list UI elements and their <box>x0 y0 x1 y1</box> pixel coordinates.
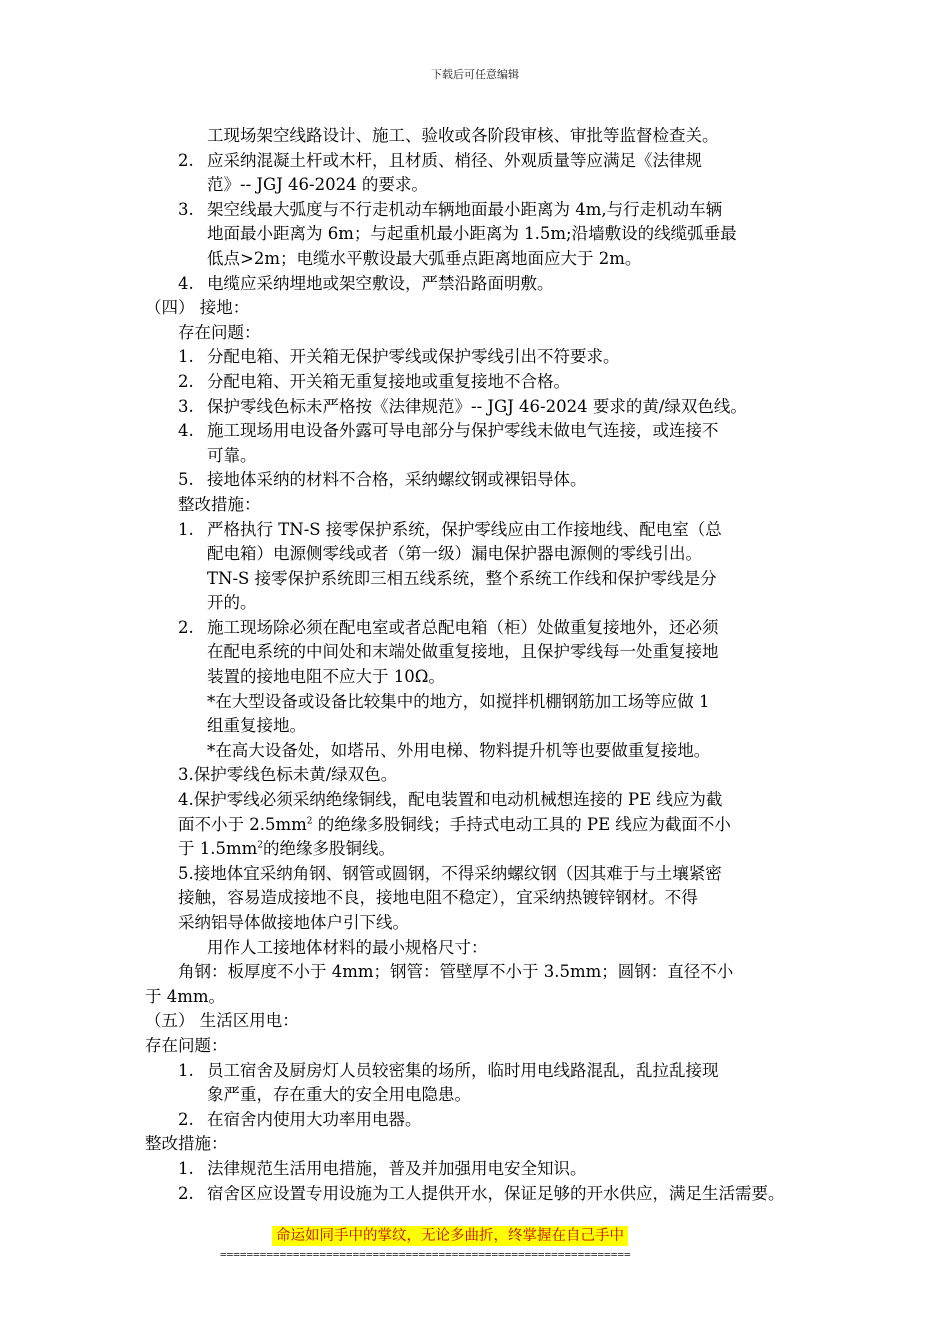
list-number: 1. <box>178 519 194 539</box>
paragraph-line: 3.保护零线色标未黄/绿双色。 <box>178 765 398 785</box>
list-continuation: 象严重，存在重大的安全用电隐患。 <box>207 1085 471 1105</box>
list-text: 电缆应采纳埋地或架空敷设，严禁沿路面明敷。 <box>207 273 554 293</box>
list-continuation: 装置的接地电阻不应大于 10Ω。 <box>207 667 445 687</box>
list-item <box>145 1108 825 1133</box>
list-item <box>145 1157 825 1182</box>
list-text: 施工现场除必须在配电室或者总配电箱（柜）处做重复接地外，还必须 <box>207 617 719 637</box>
list-text: 分配电箱、开关箱无保护零线或保护零线引出不符要求。 <box>207 347 620 367</box>
paragraph-line: 角钢：板厚度不小于 4mm；钢管：管壁厚不小于 3.5mm；圆钢：直径不小 <box>178 962 734 982</box>
paragraph-line: 5.接地体宜采纳角钢、钢管或圆钢，不得采纳螺纹钢（因其难于与土壤紧密 <box>178 863 722 883</box>
superscript: 2 <box>257 840 264 851</box>
list-continuation: 低点>2m；电缆水平敷设最大弧垂点距离地面应大于 2m。 <box>207 248 642 268</box>
superscript: 2 <box>306 816 313 827</box>
list-text: 在宿舍内使用大功率用电器。 <box>207 1109 422 1129</box>
paragraph-line: 接触，容易造成接地不良，接地电阻不稳定），宜采纳热镀锌钢材。不得 <box>178 888 698 908</box>
list-text: 架空线最大弧度与不行走机动车辆地面最小距离为 4m,与行走机动车辆 <box>207 199 723 219</box>
list-number: 3. <box>178 396 194 416</box>
document-body <box>145 124 825 1206</box>
list-number: 1. <box>178 347 194 367</box>
list-number: 2. <box>178 371 194 391</box>
list-continuation: 可靠。 <box>207 445 257 465</box>
list-number: 1. <box>178 1060 194 1080</box>
list-continuation: 配电箱）电源侧零线或者（第一级）漏电保护器电源侧的零线引出。 <box>207 544 702 564</box>
list-continuation: *在高大设备处，如塔吊、外用电梯、物料提升机等也要做重复接地。 <box>207 740 711 760</box>
list-item <box>145 616 825 641</box>
list-continuation: 组重复接地。 <box>207 716 306 736</box>
text-run: 的绝缘多股铜线；手持式电动工具的 PE 线应为截面不小 <box>312 814 731 834</box>
paragraph-line: 工现场架空线路设计、施工、验收或各阶段审核、审批等监督检查关。 <box>207 126 719 145</box>
footer-divider: ============================================================== <box>220 1248 631 1261</box>
list-text: 接地体采纳的材料不合格，采纳螺纹钢或裸铝导体。 <box>207 470 587 490</box>
list-text: 保护零线色标未严格按《法律规范》-- JGJ 46-2024 要求的黄/绿双色线。 <box>207 396 747 416</box>
list-number: 3. <box>178 199 194 219</box>
list-number: 2. <box>178 1183 194 1203</box>
section-heading: （四） 接地： <box>145 298 250 318</box>
list-item <box>145 468 825 493</box>
list-text: 应采纳混凝土杆或木杆，且材质、梢径、外观质量等应满足《法律规 <box>207 150 702 170</box>
paragraph-line <box>145 837 825 862</box>
list-text: 施工现场用电设备外露可导电部分与保护零线未做电气连接，或连接不 <box>207 421 719 441</box>
list-item <box>145 272 825 297</box>
list-item <box>145 518 825 543</box>
list-text: 员工宿舍及厨房灯人员较密集的场所，临时用电线路混乱，乱拉乱接现 <box>207 1060 719 1080</box>
text-run: 的绝缘多股铜线。 <box>263 839 396 859</box>
list-item <box>145 1182 825 1207</box>
list-continuation: 开的。 <box>207 593 257 613</box>
page-header: 下载后可任意编辑 <box>431 68 519 81</box>
list-item <box>145 149 825 174</box>
section-heading: （五） 生活区用电： <box>145 1011 299 1031</box>
list-item <box>145 395 825 420</box>
list-continuation: 范》-- JGJ 46-2024 的要求。 <box>207 175 428 195</box>
footer-highlight-note: 命运如同手中的掌纹，无论多曲折，终掌握在自己手中 <box>272 1226 628 1246</box>
list-number: 2. <box>178 617 194 637</box>
paragraph-line: 4.保护零线必须采纳绝缘铜线，配电装置和电动机械想连接的 PE 线应为截 <box>178 790 723 810</box>
subheading: 存在问题： <box>178 322 261 342</box>
list-number: 2. <box>178 150 194 170</box>
list-number: 5. <box>178 470 194 490</box>
list-continuation: TN-S 接零保护系统即三相五线系统，整个系统工作线和保护零线是分 <box>207 568 717 588</box>
list-continuation: 地面最小距离为 6m；与起重机最小距离为 1.5m;沿墙敷设的线缆弧垂最 <box>207 224 737 244</box>
list-text: 法律规范生活用电措施，普及并加强用电安全知识。 <box>207 1158 587 1178</box>
list-text: 严格执行 TN-S 接零保护系统，保护零线应由工作接地线、配电室（总 <box>207 519 722 539</box>
list-item <box>145 345 825 370</box>
list-item <box>145 198 825 223</box>
list-number: 4. <box>178 421 194 441</box>
list-text: 宿舍区应设置专用设施为工人提供开水，保证足够的开水供应，满足生活需要。 <box>207 1183 785 1203</box>
list-item <box>145 1059 825 1084</box>
list-text: 分配电箱、开关箱无重复接地或重复接地不合格。 <box>207 371 570 391</box>
list-continuation: 在配电系统的中间处和末端处做重复接地，且保护零线每一处重复接地 <box>207 642 719 662</box>
list-item <box>145 370 825 395</box>
list-number: 4. <box>178 273 194 293</box>
subheading: 整改措施： <box>178 494 261 514</box>
list-item <box>145 419 825 444</box>
paragraph-line: 用作人工接地体材料的最小规格尺寸： <box>207 937 488 957</box>
text-run: 面不小于 2.5mm <box>178 814 307 834</box>
subheading: 整改措施： <box>145 1134 228 1154</box>
paragraph-line <box>145 813 825 838</box>
subheading: 存在问题： <box>145 1035 228 1055</box>
list-number: 1. <box>178 1158 194 1178</box>
paragraph-line: 于 4mm。 <box>145 986 226 1006</box>
list-number: 2. <box>178 1109 194 1129</box>
text-run: 于 1.5mm <box>178 839 258 859</box>
list-continuation: *在大型设备或设备比较集中的地方，如搅拌机棚钢筋加工场等应做 1 <box>207 691 710 711</box>
paragraph-line: 采纳铝导体做接地体户引下线。 <box>178 913 409 932</box>
